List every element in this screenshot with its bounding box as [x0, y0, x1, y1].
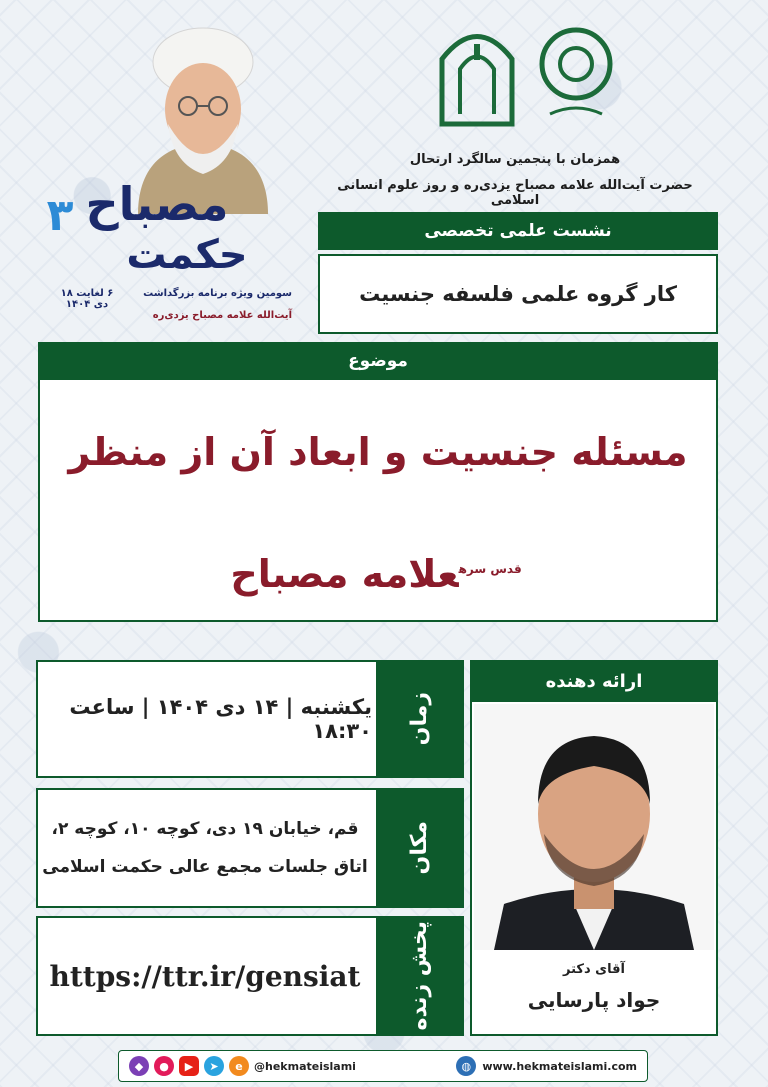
place-line2: اتاق جلسات مجمع عالی حکمت اسلامی — [42, 857, 368, 877]
live-stream-link[interactable]: https://ttr.ir/gensiat — [49, 959, 361, 993]
topic-title-line2 — [38, 552, 718, 596]
place-label: مکان — [406, 821, 432, 875]
work-group-title: کار گروه علمی فلسفه جنسیت — [318, 254, 718, 334]
time-label-box — [376, 662, 462, 776]
eitaa-icon[interactable]: e — [229, 1056, 249, 1076]
intro-line2: حضرت آیت‌الله علامه مصباح یزدی‌ره و روز علوم انسانی اسلامی — [337, 178, 693, 208]
speaker-title: آقای دکتر — [563, 962, 625, 977]
telegram-icon[interactable]: ➤ — [204, 1056, 224, 1076]
speaker-photo — [474, 704, 714, 950]
topic-title-line2-text: علامه مصباح — [230, 552, 459, 596]
place-box — [36, 788, 464, 908]
live-label: پخش زنده — [406, 921, 432, 1031]
time-value: یکشنبه | ۱۴ دی ۱۴۰۴ | ساعت ۱۸:۳۰ — [69, 695, 372, 743]
festival-sub1: سومین ویژه برنامه بزرگداشت — [143, 288, 292, 299]
speaker-name: جواد پارسایی — [527, 988, 661, 1012]
hawzeh-logo — [432, 14, 522, 134]
svg-text:۳: ۳ — [46, 190, 74, 241]
svg-text:حکمت: حکمت — [126, 232, 248, 278]
speaker-header: ارائه دهنده — [470, 660, 718, 702]
svg-text:مصباح: مصباح — [85, 177, 229, 231]
live-box — [36, 916, 464, 1036]
social-icons — [129, 1056, 356, 1076]
place-label-box — [376, 790, 462, 906]
topic-title-line1: مسئله جنسیت و ابعاد آن از منظر — [68, 430, 688, 474]
website-block — [456, 1056, 637, 1076]
globe-icon: ◍ — [456, 1056, 476, 1076]
festival-dates: ۶ لغایت ۱۸ دی ۱۴۰۴ — [60, 288, 114, 310]
time-label: زمان — [406, 692, 432, 746]
time-box — [36, 660, 464, 778]
topic-header: موضوع — [38, 342, 718, 380]
live-label-box — [376, 918, 462, 1034]
festival-subtitle — [52, 288, 292, 328]
footer-bar — [118, 1050, 648, 1082]
intro-line1: همزمان با پنجمین سالگرد ارتحال — [409, 152, 621, 167]
rubika-icon[interactable]: ◆ — [129, 1056, 149, 1076]
place-line1: قم، خیابان ۱۹ دی، کوچه ۱۰، کوچه ۲، — [51, 819, 359, 839]
session-type-banner: نشست علمی تخصصی — [318, 212, 718, 250]
website-url[interactable]: www.hekmateislami.com — [482, 1059, 637, 1073]
aparat-icon[interactable]: ● — [154, 1056, 174, 1076]
mesbah-hekmat-logo — [32, 150, 282, 280]
qods-sign: قدس سره — [458, 562, 522, 577]
majma-logo — [530, 14, 622, 134]
youtube-icon[interactable]: ▶ — [179, 1056, 199, 1076]
festival-sub2: آیت‌الله علامه مصباح یزدی‌ره — [152, 310, 292, 321]
social-handle[interactable]: @hekmateislami — [254, 1059, 356, 1073]
